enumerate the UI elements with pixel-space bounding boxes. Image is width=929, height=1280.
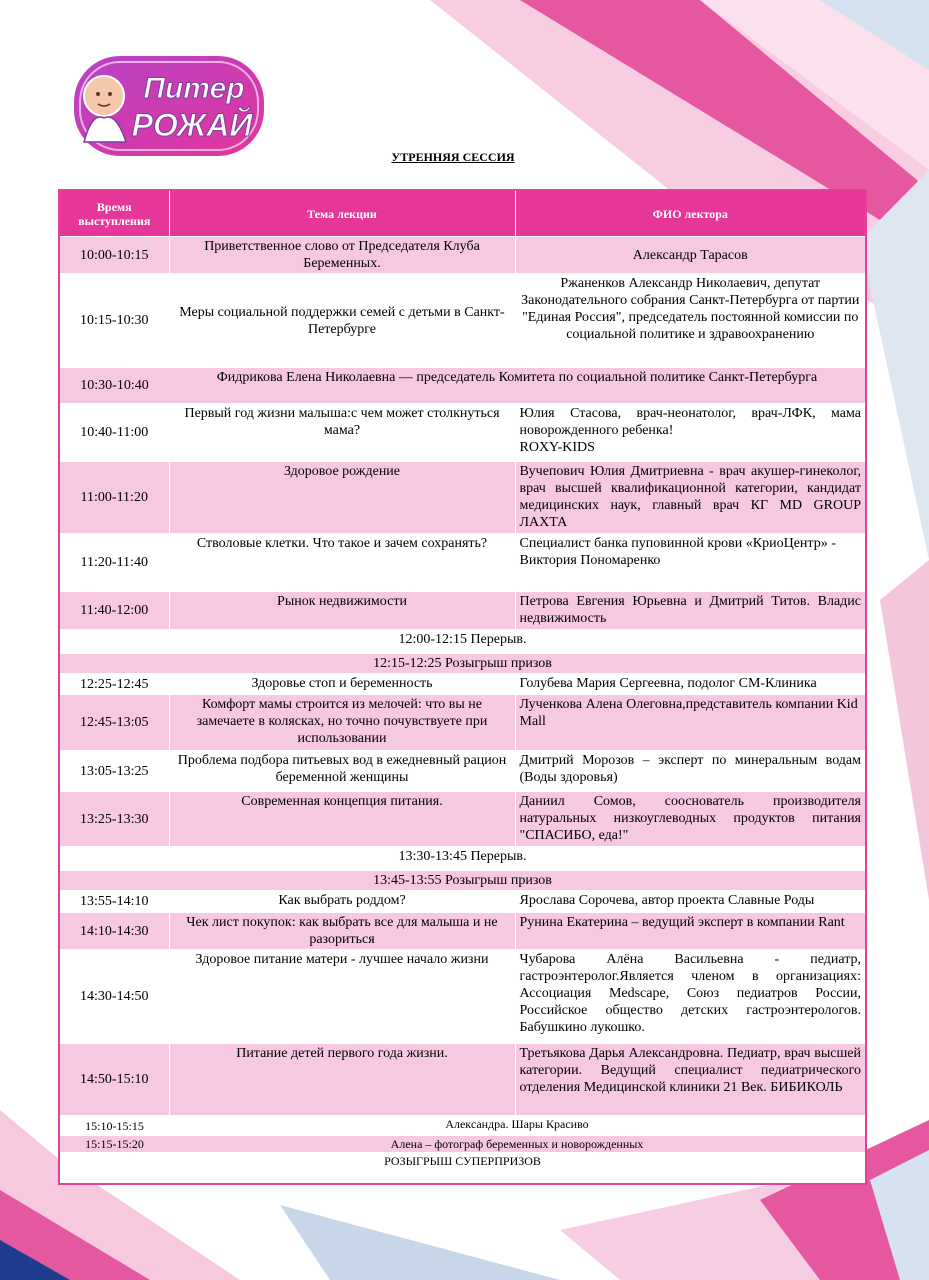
table-row (60, 1153, 865, 1171)
row-lecturer: Специалист банка пуповинной крови «КриоЦентр» - Виктория Пономаренко (515, 534, 865, 592)
row-topic: Меры социальной поддержки семей с детьми в Санкт-Петербурге (169, 274, 515, 368)
row-topic: Первый год жизни малыша:с чем может столкнуться мама? (169, 404, 515, 462)
table-row (60, 1116, 865, 1136)
row-topic-wide: Александра. Шары Красиво (169, 1116, 865, 1136)
break-row: 12:00-12:15 Перерыв. (60, 630, 865, 654)
table-row (60, 847, 865, 871)
table-row (60, 462, 865, 534)
row-lecturer: Александр Тарасов (515, 237, 865, 274)
row-lecturer: Петрова Евгения Юрьевна и Дмитрий Титов. Владис недвижимость (515, 592, 865, 630)
row-topic: Чек лист покупок: как выбрать все для малыша и не разориться (169, 913, 515, 950)
header-lecturer: ФИО лектора (515, 191, 865, 237)
table-row (60, 368, 865, 404)
row-topic: Комфорт мамы строится из мелочей: что вы не замечаете в колясках, но точно почувствуете при использовании (169, 695, 515, 751)
header-topic: Тема лекции (169, 191, 515, 237)
row-time: 13:55-14:10 (60, 891, 169, 913)
table-row (60, 751, 865, 792)
row-time: 13:25-13:30 (60, 792, 169, 847)
row-time: 14:30-14:50 (60, 950, 169, 1044)
row-time: 10:30-10:40 (60, 368, 169, 404)
row-topic: Проблема подбора питьевых вод в ежедневный рацион беременной женщины (169, 751, 515, 792)
header-time: Время выступления (60, 191, 169, 237)
table-row (60, 1044, 865, 1116)
lecturer-text: Юлия Стасова, врач-неонатолог, врач-ЛФК, мама новорожденного ребенка! (519, 406, 861, 438)
row-lecturer: Рунина Екатерина – ведущий эксперт в компании Rant (515, 913, 865, 950)
row-time: 15:10-15:15 (60, 1116, 169, 1136)
row-time: 14:10-14:30 (60, 913, 169, 950)
row-topic: Здоровое рождение (169, 462, 515, 534)
row-lecturer: Третьякова Дарья Александровна. Педиатр, врач высшей категории. Ведущий специалист педиатрического отделения Медицинской клиники 21 Век. БИБИКОЛЬ (515, 1044, 865, 1116)
row-time: 10:40-11:00 (60, 404, 169, 462)
row-time: 10:15-10:30 (60, 274, 169, 368)
row-lecturer: Даниил Сомов, сооснователь производителя натуральных низкоуглеводных продуктов питания "СПАСИБО, еда!" (515, 792, 865, 847)
table-row (60, 237, 865, 274)
prize-draw-row: 13:45-13:55 Розыгрыш призов (60, 871, 865, 891)
row-topic-wide: Фидрикова Елена Николаевна — председатель Комитета по социальной политике Санкт-Петербурга (169, 368, 865, 404)
prize-draw-row: 12:15-12:25 Розыгрыш призов (60, 654, 865, 674)
table-row (60, 534, 865, 592)
piter-rozhay-logo (72, 52, 268, 160)
row-time: 13:05-13:25 (60, 751, 169, 792)
row-time: 12:25-12:45 (60, 674, 169, 695)
row-time: 15:15-15:20 (60, 1136, 169, 1153)
lecturer-extra: ROXY-KIDS (519, 440, 595, 455)
row-topic: Рынок недвижимости (169, 592, 515, 630)
session-title: УТРЕННЯЯ СЕССИЯ (391, 150, 515, 164)
schedule-table (58, 189, 867, 1185)
table-row (60, 695, 865, 751)
logo-line1: Питер (143, 72, 245, 105)
row-time: 11:40-12:00 (60, 592, 169, 630)
row-time: 14:50-15:10 (60, 1044, 169, 1116)
row-lecturer: Вучепович Юлия Дмитриевна - врач акушер-гинеколог, врач высшей квалификационной категории, кандидат медицинских наук, главный врач КГ MD GROUP ЛАХТА (515, 462, 865, 534)
row-lecturer: Ржаненков Александр Николаевич, депутат Законодательного собрания Санкт-Петербурга от партии "Единая Россия", председатель постоянной комиссии по социальной политике и здравоохранению (515, 274, 865, 368)
row-topic: Как выбрать роддом? (169, 891, 515, 913)
break-row: 13:30-13:45 Перерыв. (60, 847, 865, 871)
row-lecturer: Дмитрий Морозов – эксперт по минеральным водам (Воды здоровья) (515, 751, 865, 792)
table-row (60, 592, 865, 630)
superprize-row: РОЗЫГРЫШ СУПЕРПРИЗОВ (60, 1153, 865, 1171)
table-row (60, 404, 865, 462)
row-time: 10:00-10:15 (60, 237, 169, 274)
row-topic: Здоровье стоп и беременность (169, 674, 515, 695)
table-row (60, 871, 865, 891)
table-row (60, 950, 865, 1044)
logo-line2: РОЖАЙ (131, 107, 253, 143)
row-lecturer: Ярослава Сорочева, автор проекта Славные Роды (515, 891, 865, 913)
table-row (60, 654, 865, 674)
row-topic-wide: Алена – фотограф беременных и новорожденных (169, 1136, 865, 1153)
row-lecturer: Чубарова Алёна Васильевна - педиатр, гастроэнтеролог.Является членом в организациях: Ассоциация Medscape, Союз педиатров России, Российское общество детских гастроэнтерологов. Бабушкино лукошко. (515, 950, 865, 1044)
row-lecturer (515, 404, 865, 462)
table-row (60, 1136, 865, 1153)
table-row (60, 891, 865, 913)
row-topic: Питание детей первого года жизни. (169, 1044, 515, 1116)
row-topic: Приветственное слово от Председателя Клуба Беременных. (169, 237, 515, 274)
row-lecturer: Лученкова Алена Олеговна,представитель компании Kid Mall (515, 695, 865, 751)
row-time: 11:00-11:20 (60, 462, 169, 534)
row-time: 11:20-11:40 (60, 534, 169, 592)
row-topic: Здоровое питание матери - лучшее начало жизни (169, 950, 515, 1044)
table-row (60, 674, 865, 695)
row-topic: Стволовые клетки. Что такое и зачем сохранять? (169, 534, 515, 592)
table-row (60, 792, 865, 847)
table-row (60, 913, 865, 950)
row-lecturer: Голубева Мария Сергеевна, подолог СМ-Клиника (515, 674, 865, 695)
table-row (60, 630, 865, 654)
row-time: 12:45-13:05 (60, 695, 169, 751)
table-row (60, 274, 865, 368)
row-topic: Современная концепция питания. (169, 792, 515, 847)
